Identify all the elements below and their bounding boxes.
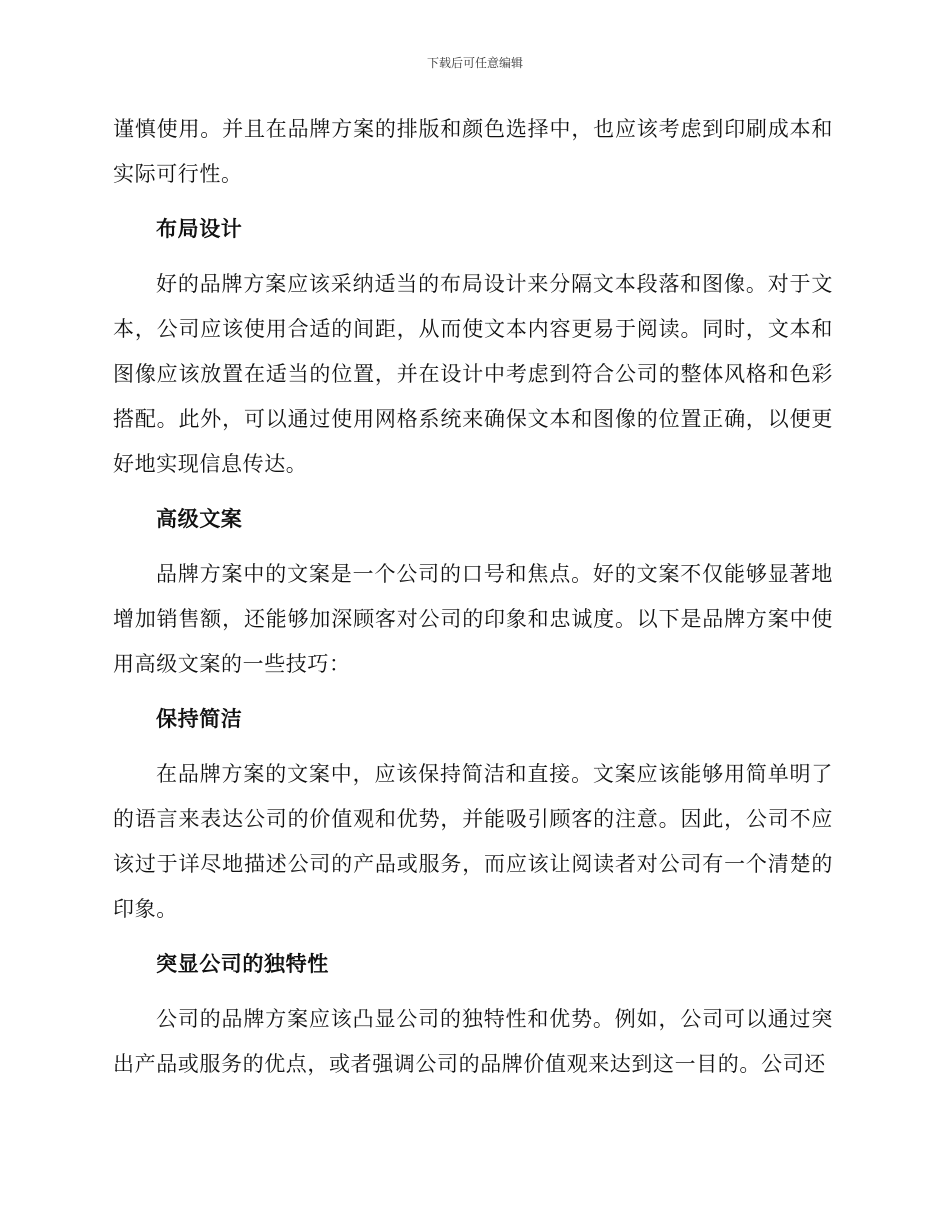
document-body bbox=[113, 107, 833, 1087]
heading-highlight-uniqueness: 突显公司的独特性 bbox=[156, 952, 329, 976]
paragraph-keep-concise: 在品牌方案的文案中，应该保持简洁和直接。文案应该能够用简单明了的语言来表达公司的价值观和优势，并能吸引顾客的注意。因此，公司不应该过于详尽地描述公司的产品或服务，而应该让阅读者对公司有一个清楚的印象。 bbox=[113, 762, 833, 921]
paragraph-highlight-uniqueness: 公司的品牌方案应该凸显公司的独特性和优势。例如，公司可以通过突出产品或服务的优点，或者强调公司的品牌价值观来达到这一目的。公司还 bbox=[113, 1007, 833, 1076]
paragraph-layout-design: 好的品牌方案应该采纳适当的布局设计来分隔文本段落和图像。对于文本，公司应该使用合适的间距，从而使文本内容更易于阅读。同时，文本和图像应该放置在适当的位置，并在设计中考虑到符合公司的整体风格和色彩搭配。此外，可以通过使用网格系统来确保文本和图像的位置正确，以便更好地实现信息传达。 bbox=[113, 272, 833, 476]
heading-advanced-copy: 高级文案 bbox=[156, 507, 243, 531]
heading-keep-concise: 保持简洁 bbox=[156, 707, 243, 731]
page-header: 下载后可任意编辑 bbox=[426, 56, 523, 70]
paragraph-continued: 谨慎使用。并且在品牌方案的排版和颜色选择中，也应该考虑到印刷成本和实际可行性。 bbox=[113, 117, 833, 186]
heading-layout-design: 布局设计 bbox=[156, 217, 243, 241]
paragraph-advanced-copy: 品牌方案中的文案是一个公司的口号和焦点。好的文案不仅能够显著地增加销售额，还能够加深顾客对公司的印象和忠诚度。以下是品牌方案中使用高级文案的一些技巧： bbox=[113, 562, 833, 676]
